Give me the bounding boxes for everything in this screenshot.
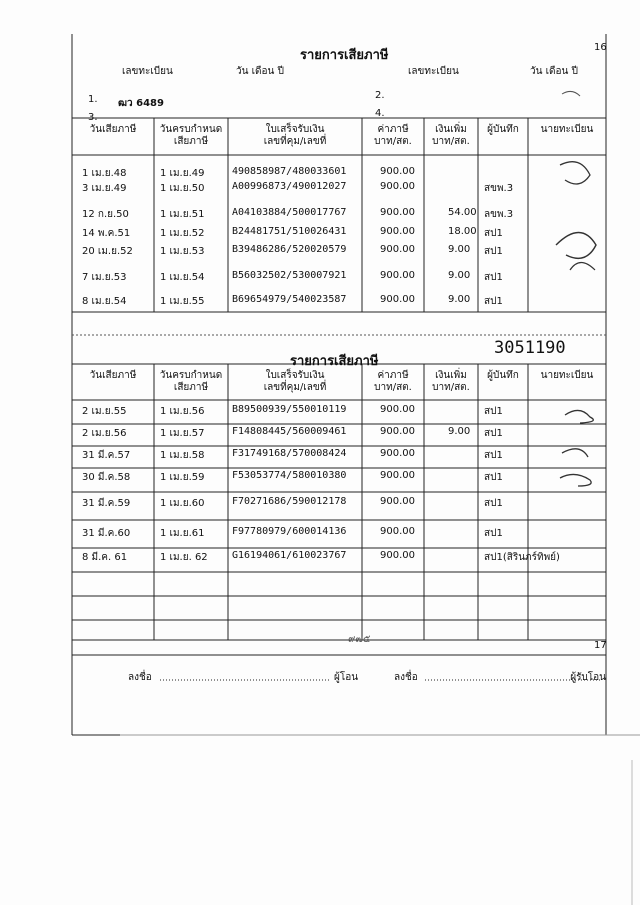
row-paid-date: 14 พ.ค.51 [82,228,131,239]
row-due-date: 1 เม.ย.55 [160,296,205,307]
column-header: วันเสียภาษี [89,370,137,381]
row-paid-date: 31 มี.ค.57 [82,450,131,461]
row-receipt: B39486286/520020579 [232,244,347,255]
sign-role-right: ผู้รับโอน [570,672,606,683]
row-receipt: B24481751/510026431 [232,226,347,237]
column-header: เงินเพิ่ม บาท/สต. [432,370,470,393]
page-number-top: 16 [594,42,607,53]
date-label-right: วัน เดือน ปี [530,66,578,77]
row-receipt: A04103884/500017767 [232,207,347,218]
stamp-number: 3051190 [494,338,566,358]
row-due-date: 1 เม.ย.57 [160,428,205,439]
row-recorder: สป1 [484,406,503,417]
row-paid-date: 1 เม.ย.48 [82,168,127,179]
row-due-date: 1 เม.ย.49 [160,168,205,179]
row4-num: 4. [375,108,385,119]
row-tax: 900.00 [380,426,415,437]
row2-num: 2. [375,90,385,101]
row-recorder: สป1 [484,428,503,439]
column-header: ค่าภาษี บาท/สต. [374,370,412,393]
row-due-date: 1 เม.ย.52 [160,228,205,239]
row-due-date: 1 เม.ย.51 [160,209,205,220]
row-due-date: 1 เม.ย.61 [160,528,205,539]
table2-title: รายการเสียภาษี [290,354,379,369]
column-header: ผู้บันทึก [487,124,519,135]
row-recorder: สป1 [484,472,503,483]
row-fine: 9.00 [448,270,471,281]
row-tax: 900.00 [380,226,415,237]
row-recorder: สขพ.3 [484,183,514,194]
row-recorder: สป1(สิรินภร์ทิพย์) [484,552,560,563]
row-paid-date: 20 เม.ย.52 [82,246,133,257]
row-due-date: 1 เม.ย.56 [160,406,205,417]
row-receipt: B69654979/540023587 [232,294,347,305]
row-receipt: G16194061/610023767 [232,550,347,561]
row-due-date: 1 เม.ย.58 [160,450,205,461]
row-fine: 18.00 [448,226,477,237]
row-recorder: สป1 [484,450,503,461]
sign-label-right: ลงชื่อ [394,672,418,683]
row-tax: 900.00 [380,470,415,481]
column-header: ผู้บันทึก [487,370,519,381]
row-paid-date: 7 เม.ย.53 [82,272,127,283]
row-fine: 9.00 [448,244,471,255]
row-receipt: F14808445/560009461 [232,426,347,437]
row-paid-date: 2 เม.ย.55 [82,406,127,417]
row-receipt: B89500939/550010119 [232,404,347,415]
row3-num: 3. [88,112,98,123]
row-receipt: F97780979/600014136 [232,526,347,537]
row-due-date: 1 เม.ย.60 [160,498,205,509]
column-header: วันครบกำหนด เสียภาษี [159,124,223,147]
column-header: เงินเพิ่ม บาท/สต. [432,124,470,147]
row-due-date: 1 เม.ย. 62 [160,552,208,563]
row-receipt: B56032502/530007921 [232,270,347,281]
row-paid-date: 2 เม.ย.56 [82,428,127,439]
row-fine: 9.00 [448,426,471,437]
row-tax: 900.00 [380,404,415,415]
row-paid-date: 30 มี.ค.58 [82,472,131,483]
column-header: วันครบกำหนด เสียภาษี [159,370,223,393]
row-tax: 900.00 [380,550,415,561]
row-due-date: 1 เม.ย.53 [160,246,205,257]
column-header: วันเสียภาษี [89,124,137,135]
sign-role-left: ผู้โอน [334,672,359,683]
date-label-left: วัน เดือน ปี [236,66,284,77]
row-tax: 900.00 [380,448,415,459]
sign-label-left: ลงชื่อ [128,672,152,683]
row-fine: 9.00 [448,294,471,305]
row-receipt: A00996873/490012027 [232,181,347,192]
row-due-date: 1 เม.ย.54 [160,272,205,283]
plate-number: ฒว 6489 [118,98,164,109]
row-paid-date: 8 มี.ค. 61 [82,552,128,563]
row-receipt: F70271686/590012178 [232,496,347,507]
row-paid-date: 31 มี.ค.60 [82,528,131,539]
row-tax: 900.00 [380,181,415,192]
row-tax: 900.00 [380,270,415,281]
row-recorder: สป1 [484,272,503,283]
row-paid-date: 3 เม.ย.49 [82,183,127,194]
row-receipt: 490858987/480033601 [232,166,347,177]
column-header: ใบเสร็จรับเงิน เลขที่คุม/เลขที่ [263,370,327,393]
row-paid-date: 12 ก.ย.50 [82,209,129,220]
row-paid-date: 31 มี.ค.59 [82,498,131,509]
row-due-date: 1 เม.ย.50 [160,183,205,194]
row-tax: 900.00 [380,496,415,507]
row-tax: 900.00 [380,207,415,218]
row-recorder: ลขพ.3 [484,209,514,220]
margin-note: ๙๗๕ [348,634,371,645]
column-header: นายทะเบียน [540,124,594,135]
page-number-bottom: 17 [594,640,607,651]
row-tax: 900.00 [380,294,415,305]
row-recorder: สป1 [484,498,503,509]
row-receipt: F53053774/580010380 [232,470,347,481]
row-tax: 900.00 [380,244,415,255]
row1-num: 1. [88,94,98,105]
row-recorder: สป1 [484,246,503,257]
row-receipt: F31749168/570008424 [232,448,347,459]
row-recorder: สป1 [484,228,503,239]
column-header: นายทะเบียน [540,370,594,381]
reg-label-right: เลขทะเบียน [408,66,459,77]
row-recorder: สป1 [484,296,503,307]
reg-label-left: เลขทะเบียน [122,66,173,77]
row-tax: 900.00 [380,166,415,177]
row-fine: 54.00 [448,207,477,218]
row-tax: 900.00 [380,526,415,537]
column-header: ใบเสร็จรับเงิน เลขที่คุม/เลขที่ [263,124,327,147]
column-header: ค่าภาษี บาท/สต. [374,124,412,147]
row-paid-date: 8 เม.ย.54 [82,296,127,307]
row-recorder: สป1 [484,528,503,539]
row-due-date: 1 เม.ย.59 [160,472,205,483]
top-title: รายการเสียภาษี [300,48,389,63]
